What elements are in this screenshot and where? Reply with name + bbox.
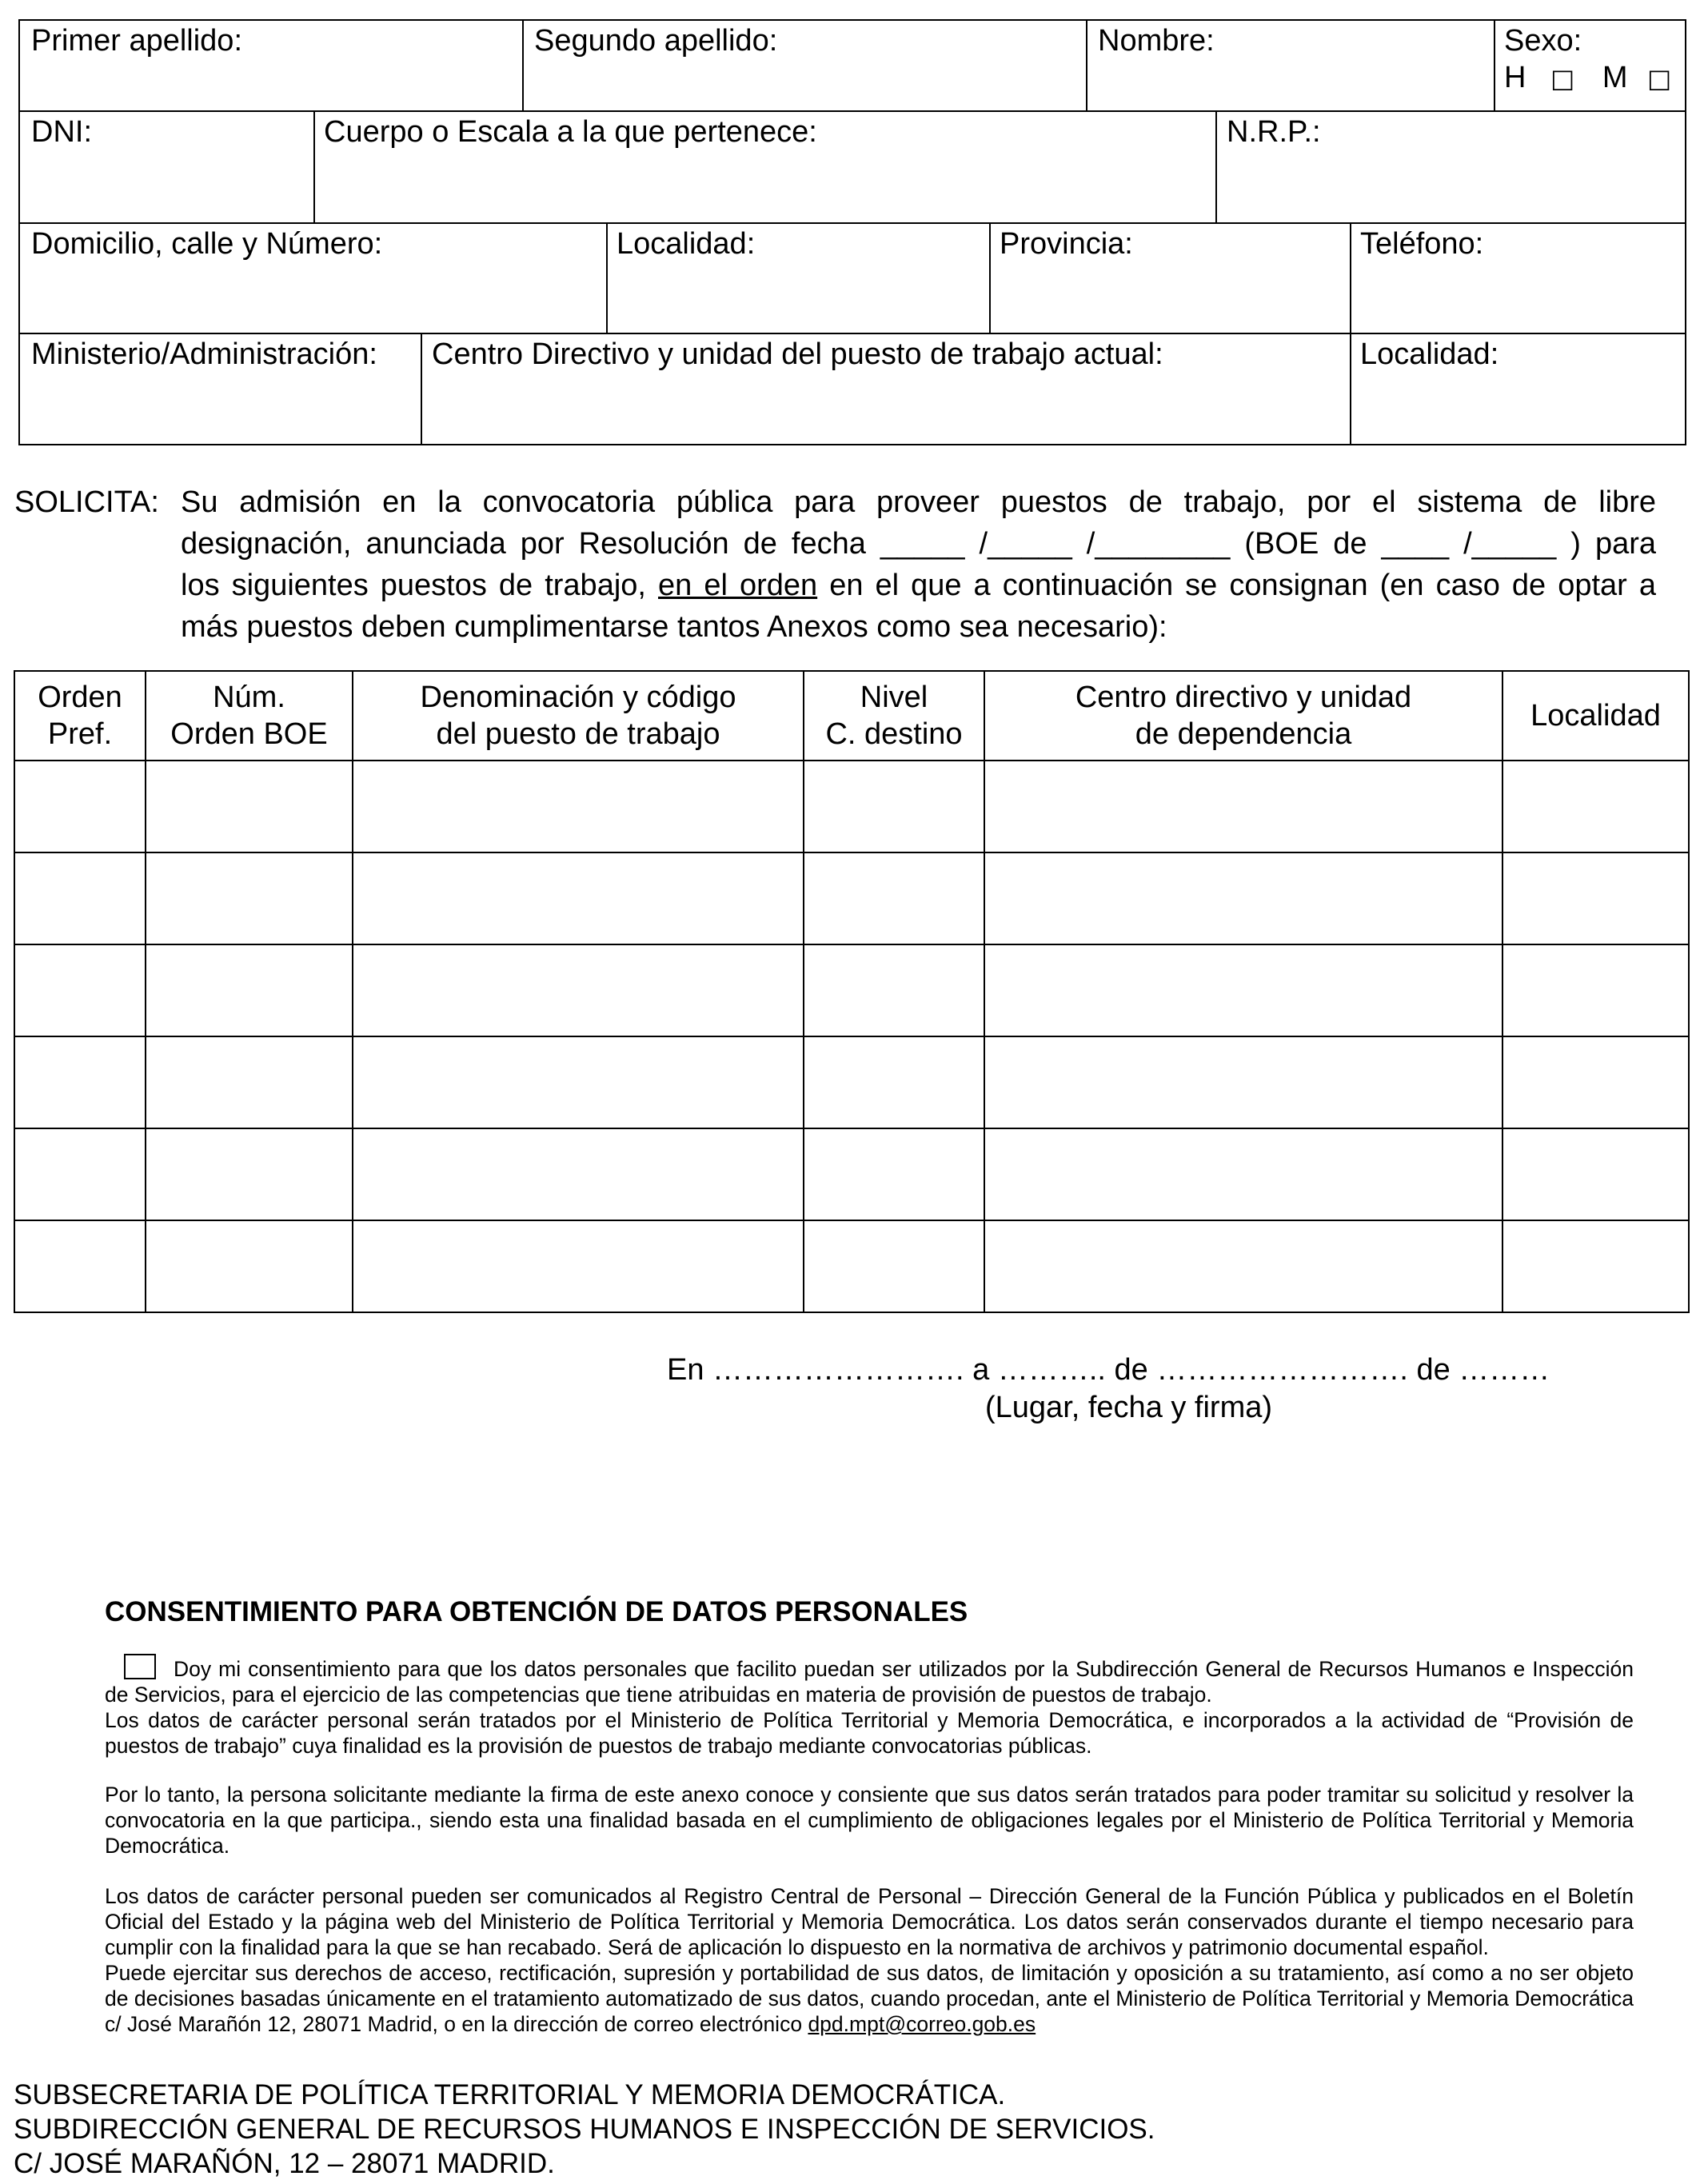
- sexo-options: [1504, 62, 1671, 93]
- positions-row: [14, 1220, 1689, 1312]
- nombre-label: Nombre:: [1098, 24, 1215, 58]
- consent-paragraph-4: Los datos de carácter personal pueden ser comunicados al Registro Central de Personal – Dirección General de la Función Pública y publicados en el Boletín Oficial del Estado y la página web del Ministerio de Política Territorial y Memoria Democrática. Los datos serán conservados durante el tiempo necesario para cumplir con la finalidad para la que se han recabado. Será de aplicación lo dispuesto en la normativa de archivos y patrimonio documental español.: [105, 1884, 1634, 1959]
- header-denominacion: Denominación y código del puesto de trabajo: [353, 671, 804, 761]
- positions-cell[interactable]: [14, 1036, 146, 1128]
- consent-paragraph-3: Por lo tanto, la persona solicitante mediante la firma de este anexo conoce y consiente que sus datos serán tratados para poder tramitar su solicitud y resolver la convocatoria en la que participa., siendo esta una finalidad basada en el cumplimiento de obligaciones legales por el Ministerio de Política Territorial y Memoria Democrática.: [105, 1783, 1634, 1858]
- positions-row: [14, 944, 1689, 1036]
- footer-line-2: SUBDIRECCIÓN GENERAL DE RECURSOS HUMANOS E INSPECCIÓN DE SERVICIOS.: [14, 2114, 1155, 2145]
- consent-block-2: [105, 1782, 1634, 1859]
- positions-row: [14, 761, 1689, 852]
- positions-cell[interactable]: [353, 1128, 804, 1220]
- positions-cell[interactable]: [804, 1128, 984, 1220]
- positions-cell[interactable]: [353, 761, 804, 852]
- solicita-line-4: más puestos deben cumplimentarse tantos Anexos como sea necesario):: [181, 610, 1167, 644]
- consent-p5-text: Puede ejercitar sus derechos de acceso, rectificación, supresión y portabilidad de sus datos, de limitación y oposición a su tratamiento, así como a no ser objeto de decisiones basadas únicamente en el tratamiento automatizado de sus datos, cuando procedan, ante el Ministerio de Política Territorial y Memoria Democrática c/ José Marañón 12, 28071 Madrid, o en la dirección de correo electrónico: [105, 1961, 1634, 2036]
- positions-cell[interactable]: [804, 1220, 984, 1312]
- positions-cell[interactable]: [14, 944, 146, 1036]
- positions-cell[interactable]: [804, 852, 984, 944]
- solicita-text: [181, 481, 1656, 649]
- positions-cell[interactable]: [353, 852, 804, 944]
- positions-table: [14, 670, 1690, 1313]
- header-num-orden-boe: Núm. Orden BOE: [146, 671, 353, 761]
- consent-paragraph-2: Los datos de carácter personal serán tratados por el Ministerio de Política Territorial y Memoria Democrática, e incorporados a la actividad de “Provisión de puestos de trabajo” cuya finalidad es la provisión de puestos de trabajo mediante convocatorias públicas.: [105, 1708, 1634, 1758]
- col-divider: [1350, 333, 1351, 445]
- segundo-apellido-label: Segundo apellido:: [534, 24, 778, 58]
- localidad-label: Localidad:: [617, 227, 756, 261]
- positions-row: [14, 1128, 1689, 1220]
- solicita-line-3: [181, 565, 1656, 606]
- sexo-h-checkbox[interactable]: □: [1550, 63, 1575, 94]
- positions-cell[interactable]: [146, 1220, 353, 1312]
- consent-paragraph-1: [105, 1654, 1634, 1707]
- consent-p1-text: Doy mi consentimiento para que los datos personales que facilito puedan ser utilizados por la Subdirección General de Recursos Humanos e Inspección de Servicios, para el ejercicio de las competencias que tiene atribuidas en materia de provisión de puestos de trabajo.: [105, 1657, 1634, 1707]
- ministerio-label: Ministerio/Administración:: [31, 337, 377, 371]
- positions-body: [14, 761, 1689, 1312]
- footer-line-3: C/ JOSÉ MARAÑÓN, 12 – 28071 MADRID.: [14, 2148, 555, 2179]
- positions-cell[interactable]: [14, 1220, 146, 1312]
- row-divider: [18, 222, 1686, 224]
- positions-cell[interactable]: [353, 944, 804, 1036]
- sexo-label: Sexo:: [1504, 24, 1582, 58]
- provincia-label: Provincia:: [1000, 227, 1133, 261]
- row-divider: [18, 333, 1686, 334]
- positions-cell[interactable]: [1502, 1128, 1689, 1220]
- header-nivel: Nivel C. destino: [804, 671, 984, 761]
- positions-cell[interactable]: [146, 761, 353, 852]
- solicita-line-2: designación, anunciada por Resolución de fecha _____ /_____ /________ (BOE de ____ /_____ ) para: [181, 527, 1656, 561]
- consent-title: CONSENTIMIENTO PARA OBTENCIÓN DE DATOS PERSONALES: [105, 1596, 968, 1627]
- solicita-line-3-b: en el que a continuación se consignan (en caso de optar a: [829, 569, 1656, 602]
- positions-cell[interactable]: [984, 1128, 1502, 1220]
- dni-label: DNI:: [31, 115, 92, 149]
- solicita-label: SOLICITA:: [14, 485, 159, 519]
- positions-cell[interactable]: [804, 761, 984, 852]
- consent-paragraph-5: [105, 1960, 1634, 2037]
- centro-directivo-label: Centro Directivo y unidad del puesto de trabajo actual:: [432, 337, 1163, 371]
- sexo-m-label: M: [1602, 61, 1628, 94]
- positions-row: [14, 1036, 1689, 1128]
- col-divider: [522, 19, 524, 110]
- positions-cell[interactable]: [14, 852, 146, 944]
- positions-cell[interactable]: [1502, 1036, 1689, 1128]
- nrp-label: N.R.P.:: [1227, 115, 1321, 149]
- consent-checkbox[interactable]: [124, 1654, 156, 1679]
- solicita-line-1: Su admisión en la convocatoria pública para proveer puestos de trabajo, por el sistema de libre: [181, 485, 1656, 519]
- positions-cell[interactable]: [1502, 1220, 1689, 1312]
- consent-block-1: [105, 1654, 1634, 1759]
- domicilio-label: Domicilio, calle y Número:: [31, 227, 383, 261]
- row-divider: [18, 110, 1686, 112]
- positions-row: [14, 852, 1689, 944]
- col-divider: [313, 110, 315, 222]
- header-orden-pref: Orden Pref.: [14, 671, 146, 761]
- positions-cell[interactable]: [804, 1036, 984, 1128]
- consent-block-3: [105, 1883, 1634, 2037]
- positions-cell[interactable]: [984, 1036, 1502, 1128]
- positions-cell[interactable]: [984, 761, 1502, 852]
- col-divider: [421, 333, 422, 445]
- solicita-line-3-underlined: en el orden: [658, 569, 818, 602]
- positions-header-row: [14, 671, 1689, 761]
- col-divider: [606, 222, 608, 333]
- positions-cell[interactable]: [146, 1128, 353, 1220]
- col-divider: [1086, 19, 1087, 110]
- col-divider: [1494, 19, 1495, 110]
- positions-cell[interactable]: [984, 944, 1502, 1036]
- positions-cell[interactable]: [1502, 852, 1689, 944]
- positions-cell[interactable]: [1502, 761, 1689, 852]
- signature-caption: (Lugar, fecha y firma): [985, 1391, 1273, 1424]
- consent-email-link[interactable]: dpd.mpt@correo.gob.es: [808, 2012, 1036, 2036]
- positions-cell[interactable]: [14, 761, 146, 852]
- telefono-label: Teléfono:: [1360, 227, 1484, 261]
- positions-cell[interactable]: [804, 944, 984, 1036]
- primer-apellido-label: Primer apellido:: [31, 24, 242, 58]
- positions-cell[interactable]: [146, 944, 353, 1036]
- positions-cell[interactable]: [146, 852, 353, 944]
- col-divider: [1350, 222, 1351, 333]
- solicita-line-3-a: los siguientes puestos de trabajo,: [181, 569, 646, 602]
- sexo-m-checkbox[interactable]: □: [1647, 63, 1672, 94]
- header-localidad: Localidad: [1502, 671, 1689, 761]
- positions-cell[interactable]: [146, 1036, 353, 1128]
- col-divider: [989, 222, 991, 333]
- positions-cell[interactable]: [14, 1128, 146, 1220]
- footer-line-1: SUBSECRETARIA DE POLÍTICA TERRITORIAL Y MEMORIA DEMOCRÁTICA.: [14, 2079, 1006, 2110]
- positions-cell[interactable]: [1502, 944, 1689, 1036]
- col-divider: [1215, 110, 1217, 222]
- cuerpo-label: Cuerpo o Escala a la que pertenece:: [324, 115, 817, 149]
- sexo-h-label: H: [1504, 61, 1526, 94]
- header-centro-directivo: Centro directivo y unidad de dependencia: [984, 671, 1502, 761]
- positions-cell[interactable]: [984, 1220, 1502, 1312]
- positions-cell[interactable]: [353, 1220, 804, 1312]
- signature-line: En ……………………. a ……….. de ……………………. de ………: [667, 1353, 1550, 1387]
- localidad-actual-label: Localidad:: [1360, 337, 1499, 371]
- positions-cell[interactable]: [353, 1036, 804, 1128]
- positions-cell[interactable]: [984, 852, 1502, 944]
